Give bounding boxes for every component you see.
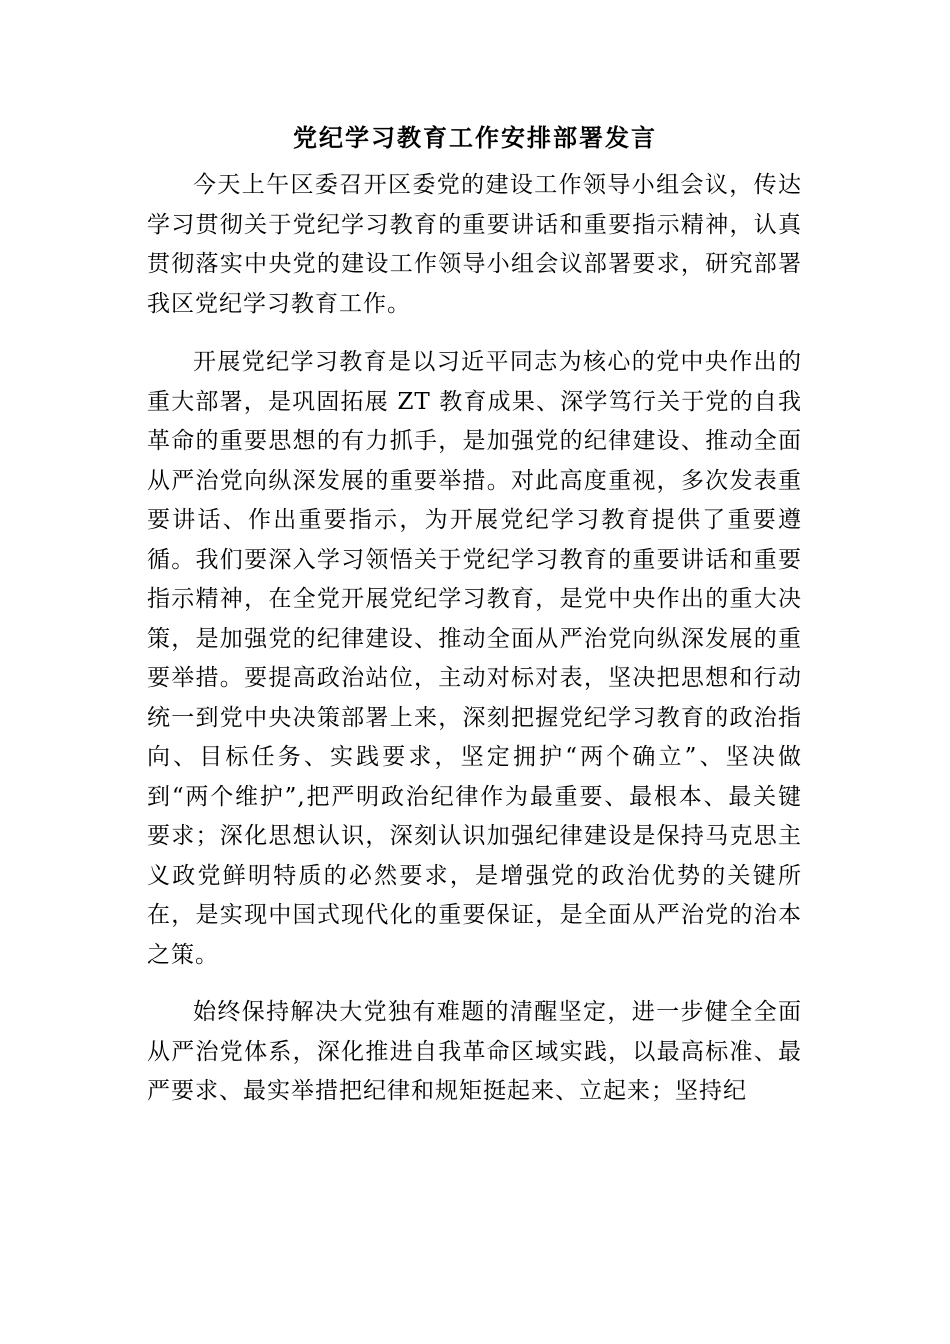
paragraph-2: 开展党纪学习教育是以习近平同志为核心的党中央作出的重大部署，是巩固拓展 ZT 教育成果、深学笃行关于党的自我革命的重要思想的有力抓手，是加强党的纪律建设、推动全面从严治党向纵深发展的重要举措。对此高度重视，多次发表重要讲话、作出重要指示，为开展党纪学习教育提供了重要遵循。我们要深入学习领悟关于党纪学习教育的重要讲话和重要指示精神，在全党开展党纪学习教育，是党中央作出的重大决策，是加强党的纪律建设、推动全面从严治党向纵深发展的重要举措。要提高政治站位，主动对标对表，坚决把思想和行动统一到党中央决策部署上来，深刻把握党纪学习教育的政治指向、目标任务、实践要求，坚定拥护“两个确立”、坚决做到“两个维护”,把严明政治纪律作为最重要、最根本、最关键要求；深化思想认识，深刻认识加强纪律建设是保持马克思主义政党鲜明特质的必然要求，是增强党的政治优势的关键所在，是实现中国式现代化的重要保证，是全面从严治党的治本之策。 xyxy=(147,349,802,968)
paragraph-1: 今天上午区委召开区委党的建设工作领导小组会议，传达学习贯彻关于党纪学习教育的重要讲话和重要指示精神，认真贯彻落实中央党的建设工作领导小组会议部署要求，研究部署我区党纪学习教育工作。 xyxy=(147,172,802,317)
document-title: 党纪学习教育工作安排部署发言 xyxy=(293,123,657,152)
paragraph-3: 始终保持解决大党独有难题的清醒坚定，进一步健全全面从严治党体系，深化推进自我革命区域实践，以最高标准、最严要求、最实举措把纪律和规矩挺起来、立起来；坚持纪 xyxy=(147,999,802,1104)
